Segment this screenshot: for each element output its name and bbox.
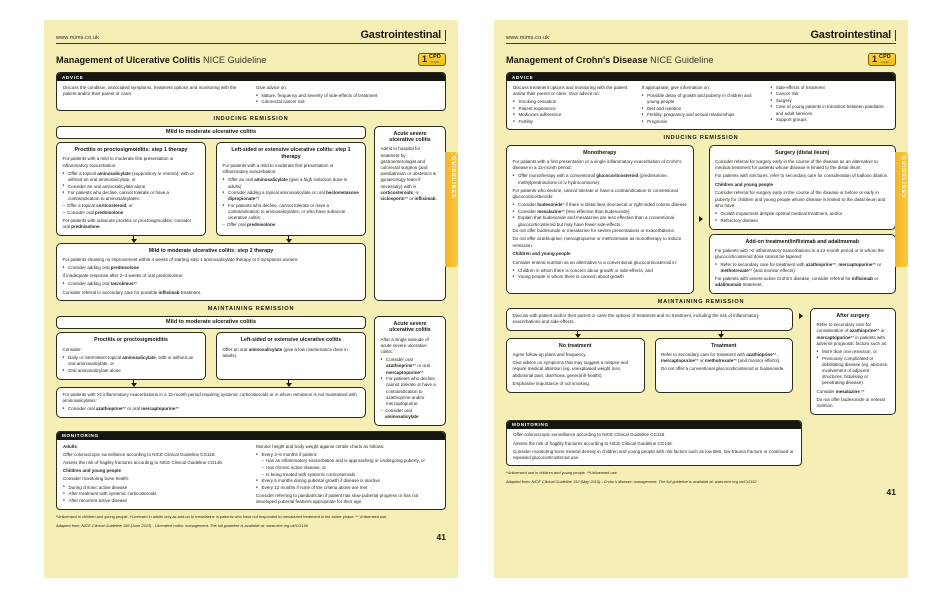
monitoring-text: Offer colonoscopic surveillance according to NICE Clinical Guideline CG118. [513,432,666,438]
side-tab-guidelines [895,152,908,267]
down-arrow-icon [131,380,137,387]
advice-col-1 [63,85,246,106]
bullet-list [63,281,360,287]
monitoring-subheading: Children and young people [63,468,122,474]
card-treatment [655,338,794,393]
monitoring-row [506,420,896,467]
list-item: ● Refer to secondary care for treatment with azathioprine**, mercaptopurine** or methotrexate** (and monitor effects) [715,262,890,274]
card-text: For patients with severe active Crohn's disease, consider referral for infliximab or adalimumab treatment. [715,275,879,287]
monitoring-col-1 [63,444,246,506]
card-heading: After surgery [836,313,870,320]
card-text: Consider referral for surgery early in the course of the disease or before or early in puberty for children and young people whose disease is limited to the distal ileum and who have: [715,190,886,208]
list-item: ● After recurrent active disease [63,498,246,504]
card-heading: Acute severe ulcerative colitis [389,130,431,144]
maintaining-acute-column [374,316,446,426]
right-arrow-icon [799,313,803,319]
list-item: ● Offer a topical aminosalicylate (suppository or enema), with or without an oral aminosalicylate, or [63,171,200,183]
advice-col-2 [642,85,761,126]
list-item: ● Consider adding oral prednisolone [63,265,360,271]
monitoring-text: Monitor height and body weight against centile charts as follows: [256,443,385,449]
monitoring-text: Offer colonoscopic surveillance according to NICE Clinical Guideline CG118. [63,451,216,457]
cpd-sublabel: credit [880,59,890,64]
monitoring-bar: MONITORING [57,432,445,440]
card-subheading: Children and young people [715,182,774,188]
band-inducing-remission: INDUCING REMISSION [663,135,739,142]
list-item: ● Diet and nutrition [642,106,761,112]
card-text: For patients with >2 inflammatory exacerbations in a 12-month period requiring systemic corticosteroids or in whom remission is not maintained with aminosalicylates: [62,391,357,403]
bullet-list [715,262,890,274]
advice-bar: ADVICE [507,73,895,81]
page-number: 41 [886,487,896,498]
side-tab-label: GUIDELINES [450,156,456,199]
card-text: Do not offer azathioprine, mercaptopurine or methotrexate as monotherapy to induce remission. [512,236,682,248]
bullet-list [381,357,440,420]
category-title: Gastrointestinal [360,30,446,41]
list-item: ● Consider oral azathioprine** or oral mercaptopurine** [381,357,440,376]
side-tab-guidelines [445,152,458,267]
bullet-list [513,99,632,125]
bullet-list [223,177,360,228]
card-no-treatment [506,338,645,393]
card-text: Offer an oral aminosalicylate (give a low maintenance dose in adults). [222,346,348,358]
card-acute-severe-maintain [374,316,446,426]
advice-intro: Give advice on: [256,84,288,90]
down-arrow-icon [718,331,724,338]
monitoring-text: Consider monitoring bone mineral density in children and young people with risk factors such as low BMI, low-trauma fracture or continued or repeated glucocorticosteroid use. [513,448,794,460]
card-text: Consider mesalazine.** [816,388,865,394]
advice-bar: ADVICE [57,73,445,81]
arrow-row [56,236,366,243]
card-text: Agree follow-up plans and frequency. [512,352,587,358]
page-title [506,55,713,65]
dash-list [262,458,440,477]
advice-section [506,72,896,130]
card-leftsided-step1 [216,142,366,235]
card-subheading: Children and young people [512,251,571,257]
bullet-list [715,211,890,224]
card-maintain-discussion [506,308,793,331]
list-item: ● Consider oral azathioprine** or oral mercaptopurine** [63,406,360,412]
card-maintain-exacerbations [56,387,366,419]
list-item: – Consider oral aminosalicylate [381,408,440,420]
card-heading: Left-sided or extensive ulcerative colitis [240,337,342,344]
site-url: www.mims.co.uk [506,35,550,41]
bullet-list [817,349,890,387]
list-item: ● Consider adding a topical aminosalicylate or oral beclometasone dipropionate*† [223,190,360,202]
card-text: For patients who decline, cannot tolerate or have a contraindication to conventional glucocorticosteroids: [512,187,678,200]
list-item: ● Oral aminosalicylate alone [63,368,200,374]
advice-intro: Discuss treatment options and monitoring with the patient and/or their parent or carer. Give advice on: [513,84,628,96]
card-text: For patients with >2 inflammatory exacerbations in a 12-month period or in whom the glucocorticosteroid dose cannot be tapered: [715,247,884,259]
card-text: For patients with subacute proctitis or proctosigmoiditis, consider oral prednisolone. [62,217,192,229]
bullet-list [63,265,360,271]
page-title-sub: NICE Guideline [203,54,267,65]
monitoring-subheading: Adults [63,443,77,449]
card-surgery-distal-ileum [709,145,897,230]
page-title [56,55,266,65]
footnote: *Unlicensed in children and young people. †Licensed in adults only as add-on to mesalazine in patients who have not responded to mesalazine treatment in the active phase. ** Unlicensed use. [56,514,388,520]
monitoring-text: Consider referring to paediatrician if patient has slow pubertal progress or has not developed pubertal features appropriate for their age. [256,492,419,505]
cpd-label: CPD [429,54,441,61]
card-text: For patients with a mild to moderate first presentation or inflammatory exacerbation: [62,156,174,168]
list-item: ● Young people in whom there is concern about growth [513,274,688,280]
list-item: ● Surgery [770,98,889,104]
card-after-surgery [810,308,896,415]
list-item: ● Offer an oral aminosalicylate (give a high induction dose in adults) [223,177,360,189]
down-arrow-icon [286,380,292,387]
monitoring-bar: MONITORING [507,421,801,429]
card-text: Admit to hospital for treatment by gastroenterologist and colorectal surgeon (and paediatrician or obstetrics & gynaecology team if necessary) with iv corticosteroids, iv ciclosporin** or infliximab. [380,146,437,201]
list-item: ● Explain that budesonide and mesalazine are less effective than a conventional glucocorticosteroid but may have fewer side-effects [513,215,688,227]
list-item: ● Every 12 months if none of the criteria above are met [256,485,439,491]
monitoring-text: Assess the risk of fragility fractures according to NICE Clinical Guideline CG146. [513,440,674,446]
card-heading: Proctitis or proctosigmoiditis: step 1 therapy [74,147,188,154]
list-item: ● For patients who decline, cannot tolerate or have a contraindication to aminosalicylates: [63,190,200,202]
card-heading: Proctitis or proctosigmoiditis [94,337,168,344]
card-text: Refer to secondary care for consideration of azathioprine** or mercaptopurine** in patients with adverse prognostic factors such as: [816,322,888,346]
arrow-row [56,380,366,387]
maintaining-main [56,316,366,426]
title-row [56,53,446,66]
list-item: ● Offer monotherapy with a conventional glucocorticosteroid (prednisolone, methylprednisolone or iv hydrocortisone) [513,173,688,185]
source-reference: Adapted from: NICE Clinical Guideline 152 (May 2016) - Crohn's disease: management. The full guideline is available at: www.nice.org.uk/CG152 [506,478,757,484]
card-text: Discuss with patient and/or their parent or carer the options of treatment and no treatment, including the risk of inflammatory exacerbations and side-effects. [512,313,759,325]
inducing-remission-block [56,126,446,302]
source-reference: Adapted from: NICE Clinical Guideline 166 (June 2013) - Ulcerative colitis: management. The full guideline is available at: www.nice.org.uk/CG166 [56,522,308,528]
list-item: ● During chronic active disease [63,485,246,491]
advice-section [56,72,446,111]
page-header [506,30,896,44]
card-heading: Left-sided or extensive ulcerative colitis: step 1 therapy [231,147,351,160]
bullet-list [63,355,200,374]
page-crohns-disease [494,20,908,578]
page-title-sub: NICE Guideline [650,54,714,65]
list-item: ● Growth impairment despite optimal medical treatment, and/or [715,211,890,217]
advice-bullet-list [256,93,439,106]
after-surgery-column [810,308,896,415]
monotherapy-column [506,145,694,294]
list-item: – Offer a topical corticosteroid, or [63,203,200,209]
monitoring-section [506,420,802,467]
right-arrow-icon [699,216,703,222]
list-item: ● Possible delay of growth and puberty in children and young people [642,93,761,105]
cpd-sublabel: credit [430,59,440,64]
card-text: Do not offer budesonide or mesalazine for severe presentations or exacerbations. [512,228,676,234]
band-maintaining-remission: MAINTAINING REMISSION [207,306,295,313]
card-heading: Mild to moderate ulcerative colitis: step 2 therapy [148,247,274,254]
maintaining-remission-block [506,308,896,415]
card-monotherapy [506,145,694,294]
card-text: Consider referral to secondary care for possible infliximab treatment. [62,289,202,295]
list-item: ● Smoking cessation [513,99,632,105]
bullet-list [63,171,200,216]
bullet-list [63,406,360,412]
bullet-list [256,452,439,458]
list-item: ● Every 3–6 months if patient: [256,452,439,458]
bullet-list [63,485,246,504]
card-text: Give advice on symptoms that may suggest a relapse and require medical attention (eg. unexplained weight loss, abdominal pain, diarrhoea, general ill-health). [512,360,629,378]
list-item: ● For patients who decline, cannot tolerate or have a contraindication to azathioprine and/or mercaptopurine: [381,376,440,407]
card-heading: Surgery (distal ileum) [775,149,830,156]
card-heading: Monotherapy [583,149,617,156]
list-item: – Has an inflammatory exacerbation and is approaching or undergoing puberty, or [262,458,440,464]
advice-col-1 [513,85,632,126]
list-item: ● Medicines adherence [513,112,632,118]
page-header [56,30,446,44]
list-item: ● For patients who decline, cannot tolerate or have a contraindication to aminosalicylates, or who have subacute ulcerative colitis: [223,203,360,222]
arrow-cell [799,308,804,415]
page-number: 41 [436,531,446,542]
list-item: ● Consider budesonide* if there is distal ileal, ileocaecal or right-sided colonic disease [513,202,688,208]
inducing-acute-column [374,126,446,302]
card-text: For patients with a mild to moderate first presentation or inflammatory exacerbation: [222,162,334,175]
page-title-main: Management of Ulcerative Colitis [56,54,201,65]
card-heading: No treatment [558,342,592,349]
card-text: Do not offer budesonide or enteral nutrition. [816,396,885,408]
band-maintaining-remission: MAINTAINING REMISSION [657,298,745,305]
arrow-row [506,331,793,338]
card-heading: Add-on treatment/infliximab and adalimumab [745,238,860,245]
card-text: Refer to secondary care for treatment with azathioprine**, mercaptopurine** or methotrexate** (and monitor effects). [661,352,781,364]
bullet-list [513,268,688,281]
bullet-list [642,93,761,125]
page-ulcerative-colitis [44,20,458,578]
list-item: ● Support groups [770,117,889,123]
list-item: ● More than one resection, or [817,349,890,355]
bullet-list [513,173,688,185]
list-item: ● Colorectal cancer risk [256,99,439,105]
card-text: For patients showing no improvement within 4 weeks of starting step 1 aminosalicylate therapy or if symptoms worsen: [62,256,299,262]
list-item: ● Every 6 months during pubertal growth if disease is inactive [256,478,439,484]
monitoring-text: Consider monitoring bone health: [63,476,130,482]
advice-col-3 [770,85,889,126]
list-item: ● Daily or intermittent topical aminosalicylate, with or without an oral aminosalicylate, or [63,355,200,367]
inducing-header: Mild to moderate ulcerative colitis [56,126,366,139]
card-step2-therapy [56,243,366,302]
card-addon-treatment [709,234,897,294]
list-item: ● Prognosis [642,119,761,125]
advice-intro: If appropriate, give information on: [641,84,710,90]
bullet-list [256,478,439,491]
list-item: – Consider oral prednisolone [63,210,200,216]
card-text: Consider referral for surgery early in the course of the disease as an alternative to medical treatment for patients whose disease is limited to the distal ileum. [715,159,878,171]
card-leftsided-maintain [216,332,366,379]
cpd-badge [418,53,446,66]
card-heading: Acute severe ulcerative colitis [389,320,431,334]
cpd-number: 1 [872,54,878,64]
list-item: ● Consider mesalazine** (less effective than budesonide) [513,209,688,215]
card-heading: Treatment [711,342,737,349]
maintaining-header: Mild to moderate ulcerative colitis [56,316,366,329]
side-tab-label: GUIDELINES [900,156,906,199]
inducing-main [56,126,366,302]
list-item: ● Consider adding oral tacrolimus** [63,281,360,287]
down-arrow-icon [575,331,581,338]
list-item: ● Consider an oral aminosalicylate alone [63,184,200,190]
maintaining-remission-block [56,316,446,426]
card-text: After a single episode of acute severe ulcerative colitis: [380,336,429,354]
maintaining-main [506,308,793,415]
list-item: ● Previously complicated or debilitating disease (eg. abscess, involvement of adjacent structures, fistulising or penetrating disease) [817,356,890,387]
monitoring-text: Assess the risk of fragility fractures according to NICE Clinical Guideline CG146. [63,459,224,465]
monitoring-col-2 [256,444,439,506]
inducing-remission-block [506,145,896,294]
list-item: ● Patient experience [513,106,632,112]
site-url: www.mims.co.uk [56,35,100,41]
card-text: Emphasise importance of not smoking. [512,380,591,386]
card-text: Consider: [62,346,82,352]
card-proctitis-step1 [56,142,206,235]
list-item: ● Refractory disease [715,218,890,224]
footnote: *Unlicensed use in children and young people. **Unlicensed use. [506,470,618,476]
list-item: ● Side-effects of treatment [770,85,889,91]
cpd-number: 1 [422,54,428,64]
category-title: Gastrointestinal [810,30,896,41]
advice-text: Discuss the condition, associated symptoms, treatment options and monitoring with the patient and/or their parent or carer. [63,84,237,96]
card-text: For patients with a first presentation or a single inflammatory exacerbation of Crohn's disease in a 12-month period: [512,159,682,171]
list-item: ● Nature, frequency and severity of side-effects of treatment [256,93,439,99]
card-text: For patients with strictures, refer to secondary care for consideration of balloon dilation. [715,173,889,179]
list-item: ● Fertility [513,119,632,125]
bullet-list [513,202,688,228]
list-item: ● Cancer risk [770,91,889,97]
bullet-list [770,85,889,124]
list-item: – Has chronic active disease, or [262,465,440,471]
card-text: Consider enteral nutrition as an alternative to a conventional glucocorticosteroid in: [512,259,678,265]
list-item: ● Care of young patients in transition between paediatric and adult services [770,104,889,116]
down-arrow-icon [286,236,292,243]
list-item: ● Children in whom there is concern about growth or side-effects, and [513,268,688,274]
card-acute-severe-inducing [374,126,446,302]
monitoring-section [56,431,446,510]
down-arrow-icon [131,236,137,243]
page-title-main: Management of Crohn's Disease [506,54,648,65]
band-inducing-remission: INDUCING REMISSION [213,116,289,123]
arrow-cell [699,145,704,294]
list-item: – Is being treated with systemic corticosteroids [262,472,440,478]
card-proctitis-maintain [56,332,206,379]
surgery-addon-column [709,145,897,294]
advice-col-2 [256,85,439,106]
list-item: – Offer oral prednisolone [223,222,360,228]
title-row [506,53,896,66]
list-item: ● Fertility, pregnancy and sexual relationships [642,112,761,118]
cpd-badge [868,53,896,66]
cpd-label: CPD [879,54,891,61]
card-text: If inadequate response after 2–4 weeks of oral prednisolone: [62,273,184,279]
card-text: Do not offer a conventional glucocorticosteroid or budesonide. [661,366,785,372]
list-item: ● After treatment with systemic corticosteroids [63,491,246,497]
